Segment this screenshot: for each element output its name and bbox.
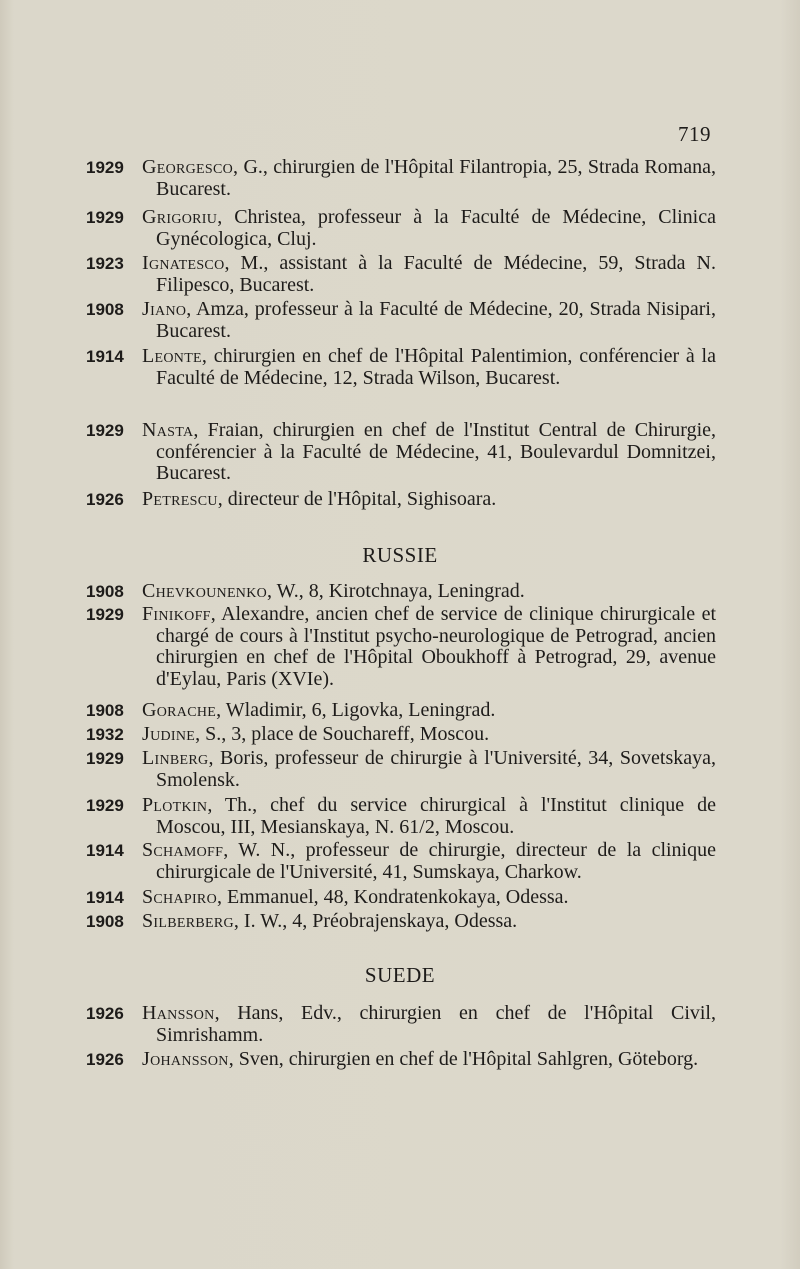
entry-year: 1914	[86, 888, 124, 907]
entry-year: 1926	[86, 1004, 124, 1023]
directory-entry	[86, 840, 716, 883]
directory-entry	[86, 581, 716, 603]
section-heading-sweden: SUEDE	[364, 963, 436, 987]
directory-entry	[86, 724, 716, 746]
directory-entry	[86, 157, 716, 200]
entry-name: Leonte	[142, 345, 202, 367]
directory-entry	[86, 253, 716, 296]
entry-name: Hansson	[142, 1002, 215, 1024]
directory-entry	[86, 489, 716, 511]
entry-year: 1926	[86, 490, 124, 509]
directory-entry	[86, 911, 716, 933]
entry-year: 1929	[86, 605, 124, 624]
entry-name: Schapiro	[142, 886, 217, 908]
entry-name: Jiano	[142, 298, 187, 320]
directory-entry	[86, 887, 716, 909]
entry-name: Silberberg	[142, 910, 234, 932]
directory-entry	[86, 299, 716, 342]
entry-year: 1929	[86, 158, 124, 177]
entry-details: , Alexandre, ancien chef de service de clinique chirurgicale et chargé de cours à l'Institut psycho-neurologique de Petrograd, ancien chirurgien en chef de l'Hôpital Oboukhoff à Petrograd, 29, avenue d'Eylau, Paris (XVIe).	[156, 603, 716, 690]
entry-details: , Amza, professeur à la Faculté de Médecine, 20, Strada Nisipari, Bucarest.	[156, 298, 716, 342]
entry-details: , directeur de l'Hôpital, Sighisoara.	[217, 488, 497, 510]
entry-year: 1908	[86, 300, 124, 319]
entry-details: , chirurgien en chef de l'Hôpital Palentimion, conférencier à la Faculté de Médecine, 12, Strada Wilson, Bucarest.	[156, 345, 716, 389]
entry-details: , Sven, chirurgien en chef de l'Hôpital Sahlgren, Göteborg.	[228, 1048, 699, 1070]
entry-details: , W. N., professeur de chirurgie, directeur de la clinique chirurgicale de l'Université, 41, Sumskaya, Charkow.	[156, 839, 716, 883]
entry-details: , Emmanuel, 48, Kondratenkokaya, Odessa.	[216, 886, 569, 908]
entry-year: 1908	[86, 701, 124, 720]
entry-name: Linberg	[142, 747, 209, 769]
entry-year: 1929	[86, 796, 124, 815]
entry-details: , W., 8, Kirotchnaya, Leningrad.	[267, 580, 525, 602]
entry-name: Johansson	[142, 1048, 229, 1070]
entry-name: Gorache	[142, 699, 217, 721]
entry-name: Ignatesco	[142, 252, 225, 274]
directory-entry	[86, 700, 716, 722]
directory-entry	[86, 1003, 716, 1046]
entry-details: , S., 3, place de Souchareff, Moscou.	[195, 723, 490, 745]
directory-entry	[86, 604, 716, 690]
entry-details: , Th., chef du service chirurgical à l'Institut clinique de Moscou, III, Mesianskaya, N. 61/2, Moscou.	[156, 794, 716, 838]
entry-year: 1929	[86, 208, 124, 227]
entry-details: , Hans, Edv., chirurgien en chef de l'Hôpital Civil, Simrishamm.	[156, 1002, 716, 1046]
entry-details: , Christea, professeur à la Faculté de Médecine, Clinica Gynécologica, Cluj.	[156, 206, 716, 250]
section-heading-russia: RUSSIE	[362, 543, 438, 567]
directory-entry	[86, 1049, 716, 1071]
entry-year: 1923	[86, 254, 124, 273]
entry-year: 1908	[86, 912, 124, 931]
entry-year: 1929	[86, 421, 124, 440]
directory-entry	[86, 420, 716, 485]
entry-details: , Boris, professeur de chirurgie à l'Université, 34, Sovetskaya, Smolensk.	[156, 747, 716, 791]
entry-name: Chevkounenko	[142, 580, 268, 602]
directory-entry	[86, 748, 716, 791]
entry-name: Plotkin	[142, 794, 208, 816]
entry-details: , Fraian, chirurgien en chef de l'Institut Central de Chirurgie, conférencier à la Faculté de Médecine, 41, Boulevardul Domnitzei, Bucarest.	[156, 419, 716, 484]
entry-name: Schamoff	[142, 839, 224, 861]
entry-name: Georgesco	[142, 156, 234, 178]
entry-name: Grigoriu	[142, 206, 218, 228]
entry-details: , G., chirurgien de l'Hôpital Filantropia, 25, Strada Romana, Bucarest.	[156, 156, 716, 200]
page-number: 719	[678, 122, 711, 146]
entry-year: 1929	[86, 749, 124, 768]
entry-name: Petrescu	[142, 488, 218, 510]
entry-year: 1914	[86, 347, 124, 366]
entry-year: 1932	[86, 725, 124, 744]
entry-details: , M., assistant à la Faculté de Médecine, 59, Strada N. Filipesco, Bucarest.	[156, 252, 716, 296]
entry-name: Judine	[142, 723, 196, 745]
entry-name: Finikoff	[142, 603, 211, 625]
directory-entry	[86, 207, 716, 250]
entry-year: 1914	[86, 841, 124, 860]
entry-year: 1908	[86, 582, 124, 601]
entry-details: , Wladimir, 6, Ligovka, Leningrad.	[216, 699, 496, 721]
directory-entry	[86, 346, 716, 389]
entry-year: 1926	[86, 1050, 124, 1069]
directory-entry	[86, 795, 716, 838]
entry-name: Nasta	[142, 419, 194, 441]
entry-details: , I. W., 4, Préobrajenskaya, Odessa.	[233, 910, 518, 932]
